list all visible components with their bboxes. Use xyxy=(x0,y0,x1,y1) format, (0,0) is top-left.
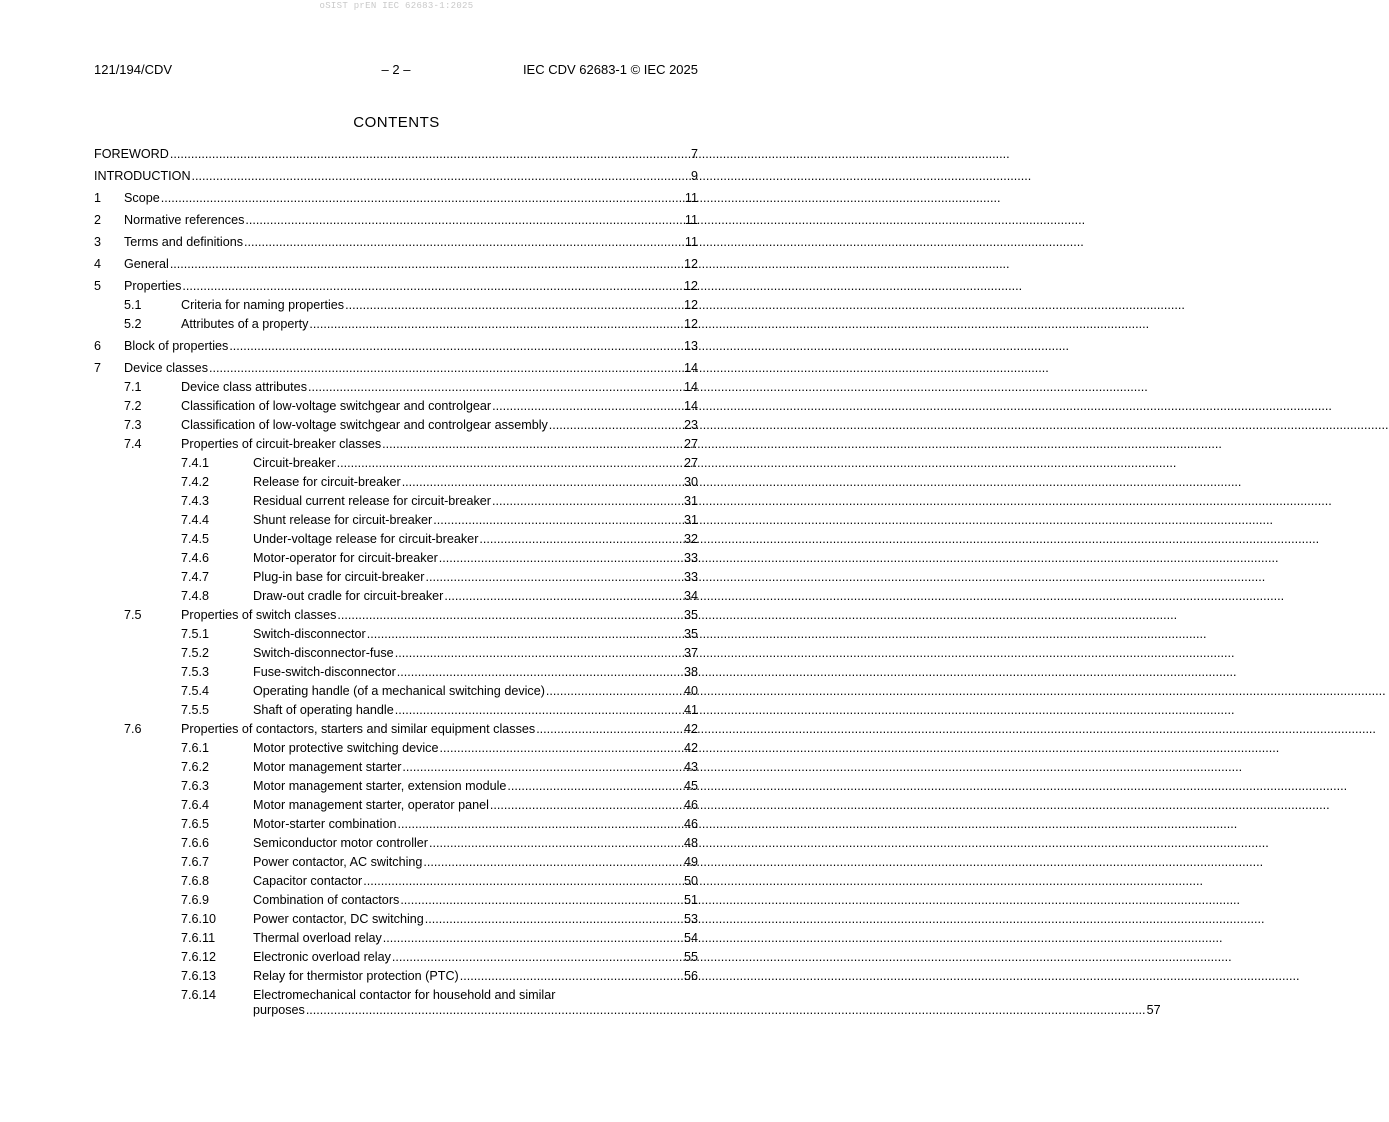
toc-entry-number: 7.5.3 xyxy=(181,665,210,679)
toc-entry-page: 11 xyxy=(684,191,698,205)
toc-entry-title: Switch-disconnector-fuse xyxy=(253,646,394,660)
toc-entry-title: Terms and definitions xyxy=(124,235,244,249)
toc-entry[interactable] xyxy=(94,532,698,547)
dot-leader xyxy=(507,779,683,794)
toc-entry[interactable] xyxy=(94,380,698,395)
toc-entry[interactable] xyxy=(94,931,698,946)
toc-entry-number: 4 xyxy=(94,257,102,271)
dot-leader xyxy=(192,169,690,184)
toc-entry-title: Normative references xyxy=(124,213,245,227)
toc-entry-number: 7.6.6 xyxy=(181,836,210,850)
toc-entry-title: Motor-operator for circuit-breaker xyxy=(253,551,438,565)
toc-entry-number: 7.5.1 xyxy=(181,627,210,641)
toc-entry-number: 7.6.2 xyxy=(181,760,210,774)
toc-entry-title: Release for circuit-breaker xyxy=(253,475,401,489)
toc-entry[interactable] xyxy=(94,893,698,908)
toc-entry-page: 53 xyxy=(683,912,698,926)
toc-entry-title: Residual current release for circuit-breaker xyxy=(253,494,491,508)
toc-entry[interactable] xyxy=(94,855,698,870)
toc-entry[interactable] xyxy=(94,494,698,509)
page-header xyxy=(94,62,698,78)
dot-leader xyxy=(423,855,683,870)
toc-entry[interactable] xyxy=(94,665,698,680)
dot-leader xyxy=(400,893,683,908)
toc-entry-title: Semiconductor motor controller xyxy=(253,836,428,850)
toc-entry-title: Operating handle (of a mechanical switching device) xyxy=(253,684,545,698)
toc-entry-page: 38 xyxy=(683,665,698,679)
toc-entry-page: 49 xyxy=(683,855,698,869)
toc-entry-title: Device classes xyxy=(124,361,208,375)
toc-entry-page: 13 xyxy=(683,339,698,353)
toc-entry-title: Plug-in base for circuit-breaker xyxy=(253,570,425,584)
toc-entry-page: 55 xyxy=(683,950,698,964)
dot-leader xyxy=(549,418,683,433)
toc-entry[interactable] xyxy=(94,608,698,623)
toc-entry-number: 7 xyxy=(94,361,102,375)
toc-entry-page: 48 xyxy=(683,836,698,850)
toc-entry[interactable] xyxy=(94,169,698,184)
dot-leader xyxy=(439,551,683,566)
toc-entry[interactable] xyxy=(94,147,698,162)
toc-entry-number: 7.3 xyxy=(124,418,142,432)
toc-entry[interactable] xyxy=(94,741,698,756)
toc-entry[interactable] xyxy=(94,257,698,272)
toc-entry-number: 2 xyxy=(94,213,102,227)
toc-entry[interactable] xyxy=(94,722,698,737)
toc-entry-page: 7 xyxy=(690,147,698,161)
toc-entry-title-continued: purposes xyxy=(253,1003,305,1017)
toc-entry[interactable] xyxy=(94,339,698,354)
page-title: CONTENTS xyxy=(353,114,440,131)
dot-leader xyxy=(244,235,684,250)
toc-entry-page: 41 xyxy=(683,703,698,717)
toc-entry-number: 7.4.8 xyxy=(181,589,210,603)
dot-leader xyxy=(460,969,683,984)
toc-entry-page: 12 xyxy=(683,298,698,312)
toc-entry-title: Properties of contactors, starters and similar equipment classes xyxy=(181,722,536,736)
toc-entry[interactable] xyxy=(94,874,698,889)
toc-entry-page: 33 xyxy=(683,570,698,584)
toc-entry-page: 50 xyxy=(683,874,698,888)
document-reference: 121/194/CDV xyxy=(94,62,173,77)
toc-entry-number: 7.6.10 xyxy=(181,912,217,926)
toc-entry-page: 42 xyxy=(683,722,698,736)
dot-leader xyxy=(363,874,683,889)
dot-leader xyxy=(308,380,683,395)
toc-entry-page: 9 xyxy=(690,169,698,183)
toc-entry-title: INTRODUCTION xyxy=(94,169,191,183)
toc-entry[interactable] xyxy=(94,361,698,376)
toc-entry-number: 7.6.8 xyxy=(181,874,210,888)
dot-leader xyxy=(546,684,683,699)
dot-leader xyxy=(382,437,683,452)
toc-entry-title: Motor management starter, extension module xyxy=(253,779,507,793)
toc-entry-page: 45 xyxy=(683,779,698,793)
toc-entry-page: 12 xyxy=(683,257,698,271)
toc-entry-number: 7.4.1 xyxy=(181,456,210,470)
toc-entry-title: Under-voltage release for circuit-breaker xyxy=(253,532,479,546)
toc-entry[interactable] xyxy=(94,235,698,250)
toc-entry-number: 5 xyxy=(94,279,102,293)
toc-entry-title: Motor management starter xyxy=(253,760,402,774)
toc-entry-title: Power contactor, DC switching xyxy=(253,912,424,926)
toc-entry-number: 6 xyxy=(94,339,102,353)
toc-entry[interactable] xyxy=(94,399,698,414)
toc-entry[interactable] xyxy=(94,551,698,566)
toc-entry[interactable] xyxy=(94,475,698,490)
toc-entry[interactable] xyxy=(94,191,698,206)
dot-leader xyxy=(392,950,683,965)
dot-leader xyxy=(397,665,683,680)
toc-entry-title: FOREWORD xyxy=(94,147,169,161)
toc-entry-page: 12 xyxy=(683,279,698,293)
toc-entry-number: 3 xyxy=(94,235,102,249)
toc-entry[interactable] xyxy=(94,684,698,699)
toc-entry-page: 56 xyxy=(683,969,698,983)
dot-leader xyxy=(402,475,683,490)
toc-entry-title: Criteria for naming properties xyxy=(181,298,345,312)
dot-leader xyxy=(229,339,683,354)
toc-entry-number: 7.4.5 xyxy=(181,532,210,546)
toc-entry-title: Combination of contactors xyxy=(253,893,400,907)
toc-entry-page: 42 xyxy=(683,741,698,755)
dot-leader xyxy=(170,257,683,272)
toc-entry-page: 34 xyxy=(683,589,698,603)
toc-entry-number: 7.2 xyxy=(124,399,142,413)
dot-leader xyxy=(367,627,683,642)
dot-leader xyxy=(479,532,683,547)
toc-entry-page: 11 xyxy=(684,213,698,227)
toc-entry-title: Block of properties xyxy=(124,339,229,353)
table-of-contents xyxy=(94,147,1161,1018)
toc-entry-number: 7.4.6 xyxy=(181,551,210,565)
page-number: – 2 – xyxy=(381,62,411,77)
toc-entry-page: 31 xyxy=(683,494,698,508)
toc-entry-number: 7.6.13 xyxy=(181,969,217,983)
toc-entry-title: Capacitor contactor xyxy=(253,874,363,888)
toc-entry-page: 54 xyxy=(683,931,698,945)
toc-entry-page: 23 xyxy=(683,418,698,432)
toc-entry-number: 7.6 xyxy=(124,722,142,736)
toc-entry[interactable] xyxy=(94,279,698,294)
toc-entry-number: 7.6.11 xyxy=(181,931,216,945)
dot-leader xyxy=(492,399,683,414)
toc-entry-number: 7.4 xyxy=(124,437,142,451)
toc-entry[interactable] xyxy=(94,317,698,332)
dot-leader xyxy=(429,836,683,851)
dot-leader xyxy=(170,147,690,162)
toc-entry-number: 7.5.4 xyxy=(181,684,210,698)
toc-entry[interactable] xyxy=(94,298,698,313)
toc-entry-number: 7.4.4 xyxy=(181,513,210,527)
toc-entry-title: General xyxy=(124,257,169,271)
toc-entry-number: 7.6.5 xyxy=(181,817,210,831)
toc-entry-page: 30 xyxy=(683,475,698,489)
toc-entry-page: 33 xyxy=(683,551,698,565)
toc-entry[interactable] xyxy=(94,213,698,228)
toc-entry-title: Switch-disconnector xyxy=(253,627,366,641)
dot-leader xyxy=(426,570,683,585)
toc-entry-page: 11 xyxy=(684,235,698,249)
toc-entry-number: 7.6.14 xyxy=(181,988,217,1002)
toc-entry-page: 35 xyxy=(683,627,698,641)
toc-entry-page: 27 xyxy=(683,456,698,470)
toc-entry[interactable] xyxy=(94,779,698,794)
toc-entry[interactable] xyxy=(94,646,698,661)
toc-entry[interactable] xyxy=(94,836,698,851)
dot-leader xyxy=(337,608,683,623)
dot-leader xyxy=(345,298,683,313)
toc-entry-title: Properties of circuit-breaker classes xyxy=(181,437,382,451)
toc-entry-title: Properties xyxy=(124,279,182,293)
toc-entry-number: 7.5 xyxy=(124,608,142,622)
toc-entry[interactable] xyxy=(94,969,698,984)
toc-entry-page: 31 xyxy=(683,513,698,527)
dot-leader xyxy=(395,646,683,661)
toc-entry-number: 5.1 xyxy=(124,298,142,312)
dot-leader xyxy=(161,191,684,206)
dot-leader xyxy=(309,317,683,332)
dot-leader xyxy=(397,817,683,832)
toc-entry-number: 7.6.3 xyxy=(181,779,210,793)
toc-entry[interactable] xyxy=(94,627,698,642)
toc-entry[interactable] xyxy=(94,589,698,604)
toc-entry-title: Draw-out cradle for circuit-breaker xyxy=(253,589,444,603)
dot-leader xyxy=(395,703,683,718)
toc-entry[interactable] xyxy=(94,988,1161,1018)
toc-entry-title: Shunt release for circuit-breaker xyxy=(253,513,433,527)
toc-entry-title: Circuit-breaker xyxy=(253,456,336,470)
toc-entry-title: Shaft of operating handle xyxy=(253,703,394,717)
toc-entry-title: Attributes of a property xyxy=(181,317,309,331)
toc-entry-number: 7.6.1 xyxy=(181,741,210,755)
toc-entry-page: 37 xyxy=(683,646,698,660)
toc-entry-page: 46 xyxy=(683,817,698,831)
toc-entry[interactable] xyxy=(94,437,698,452)
toc-entry[interactable] xyxy=(94,950,698,965)
toc-entry-number: 7.6.4 xyxy=(181,798,210,812)
standard-copyright: IEC CDV 62683-1 © IEC 2025 xyxy=(522,62,698,77)
toc-entry-title: Motor protective switching device xyxy=(253,741,439,755)
toc-entry-number: 7.6.12 xyxy=(181,950,217,964)
dot-leader xyxy=(536,722,683,737)
toc-entry[interactable] xyxy=(94,703,698,718)
toc-entry-number: 7.1 xyxy=(124,380,142,394)
toc-entry-title: Relay for thermistor protection (PTC) xyxy=(253,969,459,983)
dot-leader xyxy=(245,213,684,228)
toc-entry-number: 7.6.9 xyxy=(181,893,210,907)
toc-entry[interactable] xyxy=(94,912,698,927)
toc-entry-title: Thermal overload relay xyxy=(253,931,382,945)
watermark: oSIST prEN IEC 62683-1:2025 xyxy=(319,1,474,11)
dot-leader xyxy=(182,279,683,294)
toc-entry-page: 46 xyxy=(683,798,698,812)
toc-entry-page: 43 xyxy=(683,760,698,774)
toc-entry[interactable] xyxy=(94,513,698,528)
dot-leader xyxy=(383,931,683,946)
toc-entry-page: 51 xyxy=(683,893,698,907)
toc-entry[interactable] xyxy=(94,798,698,813)
toc-entry-page: 40 xyxy=(683,684,698,698)
toc-entry-number: 7.4.3 xyxy=(181,494,210,508)
toc-entry-number: 5.2 xyxy=(124,317,142,331)
toc-entry[interactable] xyxy=(94,456,698,471)
toc-entry-page: 14 xyxy=(683,399,698,413)
toc-entry-page: 57 xyxy=(1146,1003,1161,1017)
toc-entry-title: Electromechanical contactor for household and similar xyxy=(253,988,556,1002)
dot-leader xyxy=(433,513,683,528)
toc-entry-number: 7.4.7 xyxy=(181,570,210,584)
toc-entry-number: 7.6.7 xyxy=(181,855,210,869)
dot-leader xyxy=(440,741,683,756)
toc-entry-page: 27 xyxy=(683,437,698,451)
toc-entry-number: 7.5.5 xyxy=(181,703,210,717)
dot-leader xyxy=(444,589,683,604)
toc-entry-title: Power contactor, AC switching xyxy=(253,855,423,869)
toc-entry-number: 7.4.2 xyxy=(181,475,210,489)
toc-entry-title: Motor management starter, operator panel xyxy=(253,798,489,812)
toc-entry[interactable] xyxy=(94,817,698,832)
toc-entry-page: 35 xyxy=(683,608,698,622)
toc-entry-number: 7.5.2 xyxy=(181,646,210,660)
toc-entry-page: 32 xyxy=(683,532,698,546)
dot-leader xyxy=(209,361,683,376)
dot-leader xyxy=(425,912,683,927)
toc-entry-title: Motor-starter combination xyxy=(253,817,397,831)
toc-entry[interactable] xyxy=(94,760,698,775)
toc-entry-title: Electronic overload relay xyxy=(253,950,391,964)
toc-entry-title: Classification of low-voltage switchgear and controlgear xyxy=(181,399,492,413)
toc-entry-title: Device class attributes xyxy=(181,380,307,394)
toc-entry[interactable] xyxy=(94,570,698,585)
toc-entry-title: Classification of low-voltage switchgear and controlgear assembly xyxy=(181,418,548,432)
toc-entry[interactable] xyxy=(94,418,698,433)
toc-entry-number: 1 xyxy=(94,191,102,205)
toc-entry-page: 12 xyxy=(683,317,698,331)
dot-leader xyxy=(337,456,683,471)
toc-entry-title: Properties of switch classes xyxy=(181,608,337,622)
toc-entry-title: Scope xyxy=(124,191,160,205)
dot-leader xyxy=(492,494,683,509)
dot-leader xyxy=(490,798,683,813)
dot-leader xyxy=(402,760,683,775)
toc-entry-title: Fuse-switch-disconnector xyxy=(253,665,396,679)
toc-entry-page: 14 xyxy=(683,380,698,394)
dot-leader xyxy=(306,1003,1146,1018)
toc-entry-page: 14 xyxy=(683,361,698,375)
